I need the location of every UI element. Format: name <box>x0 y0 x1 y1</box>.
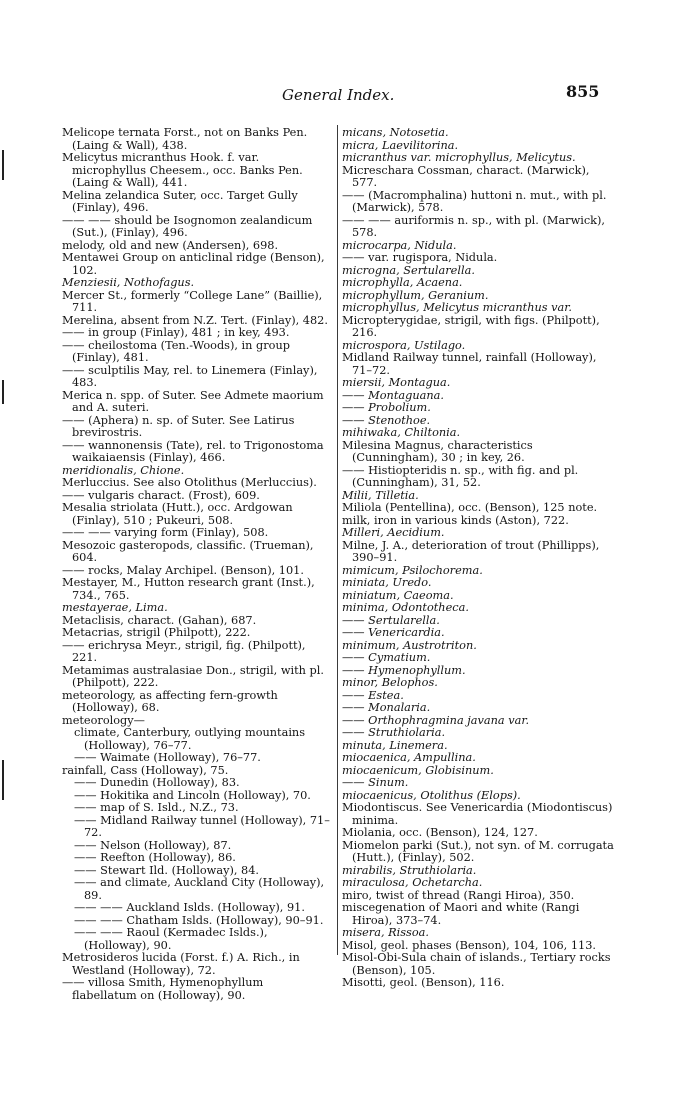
column-divider <box>337 125 338 955</box>
index-entry: —— —— Raoul (Kermadec Islds.), (Holloway), 90. <box>74 926 268 952</box>
index-entry: —— Hymenophyllum. <box>342 663 466 677</box>
index-entry: Merica n. spp. of Suter. See Admete maorium and A. suteri. <box>62 388 324 414</box>
index-entry: —— Stewart Ild. (Holloway), 84. <box>74 863 260 877</box>
index-entry: —— Monalaria. <box>342 701 431 714</box>
index-entry: —— —— Auckland Islds. (Holloway), 91. <box>74 901 305 914</box>
index-entry: —— Probolium. <box>342 401 431 414</box>
page-number: 855 <box>566 82 600 101</box>
index-entry: mihiwaka, Chiltonia. <box>342 426 461 439</box>
index-entry: —— villosa Smith, Hymenophyllum flabellatum on (Holloway), 90. <box>62 976 264 1002</box>
index-entry: Misotti, geol. (Benson), 116. <box>342 976 505 989</box>
index-entry: Misol-Obi-Sula chain of islands., Tertiary rocks (Benson), 105. <box>342 951 611 977</box>
index-entry: —— Midland Railway tunnel (Holloway), 71–72. <box>74 813 330 839</box>
index-column-left <box>62 127 330 1002</box>
index-entry: Melicope ternata Forst., not on Banks Pen. (Laing & Wall), 438. <box>62 126 308 152</box>
index-entry: mestayerae, Lima. <box>62 601 168 614</box>
index-entry: Miodontiscus. See Venericardia (Miodontiscus) minima. <box>342 801 613 827</box>
index-entry: microgna, Sertularella. <box>342 263 475 277</box>
index-entry: Menziesii, Nothofagus. <box>62 276 195 289</box>
index-entry: Midland Railway tunnel, rainfall (Holloway), 71–72. <box>342 351 597 377</box>
index-entry: meridionalis, Chione. <box>62 463 185 477</box>
index-entry: Miliola (Pentellina), occ. (Benson), 125 note. <box>342 501 598 514</box>
index-entry: —— rocks, Malay Archipel. (Benson), 101. <box>62 563 304 577</box>
index-entry: microcarpa, Nidula. <box>342 238 457 252</box>
index-entry: —— Montaguana. <box>342 388 444 402</box>
index-entry: miraculosa, Ochetarcha. <box>342 876 483 889</box>
index-entry: Mercer St., formerly “College Lane” (Baillie), 711. <box>62 288 323 314</box>
index-entry: microphyllus, Melicytus micranthus var. <box>342 301 573 314</box>
index-entry: —— Hokitika and Lincoln (Holloway), 70. <box>74 788 311 802</box>
index-entry: Micreschara Cossman, charact. (Marwick), 577. <box>342 163 590 189</box>
index-entry: miocaenica, Ampullina. <box>342 751 476 764</box>
index-entry: Milleri, Aecidium. <box>342 526 445 539</box>
index-entry: Misol, geol. phases (Benson), 104, 106, 113. <box>342 938 596 952</box>
index-entry: —— —— should be Isognomon zealandicum (Sut.), (Finlay), 496. <box>62 213 313 239</box>
index-entry: microspora, Ustilago. <box>342 338 466 352</box>
index-entry: —— Sinum. <box>342 776 409 789</box>
index-entry: —— vulgaris charact. (Frost), 609. <box>62 488 260 502</box>
index-entry: micans, Notosetia. <box>342 126 449 139</box>
index-entry: —— in group (Finlay), 481 ; in key, 493. <box>62 326 290 339</box>
index-entry: meteorology, as affecting fern-growth (Holloway), 68. <box>62 688 278 714</box>
index-entry: Melina zelandica Suter, occ. Target Gully (Finlay), 496. <box>62 188 298 214</box>
index-entry: —— —— Chatham Islds. (Holloway), 90–91. <box>74 913 324 927</box>
index-entry: —— (Macromphalina) huttoni n. mut., with pl. (Marwick), 578. <box>342 188 607 214</box>
index-entry: —— Nelson (Holloway), 87. <box>74 838 232 852</box>
index-entry: Metrosideros lucida (Forst. f.) A. Rich., in Westland (Holloway), 72. <box>62 951 300 977</box>
index-entry: Merluccius. See also Otolithus (Merluccius). <box>62 476 317 489</box>
index-entry: Merelina, absent from N.Z. Tert. (Finlay), 482. <box>62 313 328 327</box>
index-entry: —— Reefton (Holloway), 86. <box>74 851 236 864</box>
index-entry: climate, Canterbury, outlying mountains (Holloway), 76–77. <box>74 726 306 752</box>
index-entry: misera, Rissoa. <box>342 926 429 939</box>
scan-edge-mark <box>2 380 4 404</box>
index-entry: —— erichrysa Meyr., strigil, fig. (Philpott), 221. <box>62 638 306 664</box>
index-entry: Melicytus micranthus Hook. f. var. microphyllus Cheesem., occ. Banks Pen. (Laing & Wall), 441. <box>62 151 303 189</box>
index-entry: Micropterygidae, strigil, with figs. (Philpott), 216. <box>342 313 600 339</box>
index-entry: miro, twist of thread (Rangi Hiroa), 350. <box>342 888 575 902</box>
index-entry: —— Cymatium. <box>342 651 431 664</box>
index-entry: —— Struthiolaria. <box>342 726 446 739</box>
index-entry: microphyllum, Geranium. <box>342 288 489 302</box>
index-entry: milk, iron in various kinds (Aston), 722. <box>342 513 569 527</box>
index-entry: —— cheilostoma (Ten.-Woods), in group (Finlay), 481. <box>62 338 290 364</box>
index-entry: —— and climate, Auckland City (Holloway), 89. <box>74 876 325 902</box>
index-entry: —— (Aphera) n. sp. of Suter. See Latirus brevirostris. <box>62 413 295 439</box>
index-entry: —— map of S. Isld., N.Z., 73. <box>74 801 239 814</box>
index-entry: Milii, Tilletia. <box>342 488 419 502</box>
index-entry: —— Estea. <box>342 688 404 702</box>
index-entry: —— Histiopteridis n. sp., with fig. and pl. (Cunningham), 31, 52. <box>342 463 579 489</box>
index-entry: Milne, J. A., deterioration of trout (Phillipps), 390–91. <box>342 538 600 564</box>
index-column-right <box>342 127 618 990</box>
index-entry: Miolania, occ. (Benson), 124, 127. <box>342 826 538 839</box>
index-entry: micra, Laevilitorina. <box>342 138 459 152</box>
index-entry: miocaenicus, Otolithus (Elops). <box>342 788 521 802</box>
index-entry: minima, Odontotheca. <box>342 601 469 614</box>
index-entry: melody, old and new (Andersen), 698. <box>62 238 279 252</box>
running-title: General Index. <box>282 86 395 104</box>
index-entry: miscegenation of Maori and white (Rangi Hiroa), 373–74. <box>342 901 580 927</box>
index-entry: Milesina Magnus, characteristics (Cunningham), 30 ; in key, 26. <box>342 438 533 464</box>
index-entry: —— —— varying form (Finlay), 508. <box>62 526 269 539</box>
scan-edge-mark <box>2 150 4 180</box>
scan-edge-mark <box>2 760 4 800</box>
index-entry: —— var. rugispora, Nidula. <box>342 251 498 264</box>
index-entry: Metamimas australasiae Don., strigil, with pl. (Philpott), 222. <box>62 663 324 689</box>
page-header <box>0 82 677 108</box>
index-entry: —— Dunedin (Holloway), 83. <box>74 776 240 789</box>
index-entry: —— Stenothoe. <box>342 413 431 427</box>
index-entry: minor, Belophos. <box>342 676 438 689</box>
index-entry: —— Waimate (Holloway), 76–77. <box>74 751 261 764</box>
index-entry: miersii, Montagua. <box>342 376 451 389</box>
index-entry: Mentawei Group on anticlinal ridge (Benson), 102. <box>62 251 325 277</box>
index-entry: micranthus var. microphyllus, Melicytus. <box>342 151 576 164</box>
index-entry: Miomelon parki (Sut.), not syn. of M. corrugata (Hutt.), (Finlay), 502. <box>342 838 614 864</box>
index-entry: rainfall, Cass (Holloway), 75. <box>62 763 229 777</box>
index-entry: miniata, Uredo. <box>342 576 432 589</box>
index-entry: minuta, Linemera. <box>342 738 448 752</box>
index-entry: minimum, Austrotriton. <box>342 638 477 652</box>
index-entry: miniatum, Caeoma. <box>342 588 454 602</box>
index-entry: —— Orthophragmina javana var. <box>342 713 530 727</box>
index-entry: Mesozoic gasteropods, classific. (Trueman), 604. <box>62 538 314 564</box>
index-entry: —— sculptilis May, rel. to Linemera (Finlay), 483. <box>62 363 318 389</box>
index-entry: miocaenicum, Globisinum. <box>342 763 494 777</box>
index-entry: —— Sertularella. <box>342 613 440 627</box>
index-entry: —— Venericardia. <box>342 626 445 639</box>
index-entry: —— —— auriformis n. sp., with pl. (Marwick), 578. <box>342 213 606 239</box>
index-entry: Mesalia striolata (Hutt.), occ. Ardgowan (Finlay), 510 ; Pukeuri, 508. <box>62 501 293 527</box>
index-entry: mirabilis, Struthiolaria. <box>342 863 477 877</box>
index-entry: Metacrias, strigil (Philpott), 222. <box>62 626 251 639</box>
index-entry: mimicum, Psilochorema. <box>342 563 483 577</box>
index-entry: —— wannonensis (Tate), rel. to Trigonostoma waikaiaensis (Finlay), 466. <box>62 438 324 464</box>
index-entry: Metaclisis, charact. (Gahan), 687. <box>62 613 257 627</box>
index-entry: microphylla, Acaena. <box>342 276 463 289</box>
index-entry: Mestayer, M., Hutton research grant (Inst.), 734., 765. <box>62 576 315 602</box>
index-entry: meteorology— <box>62 713 145 727</box>
